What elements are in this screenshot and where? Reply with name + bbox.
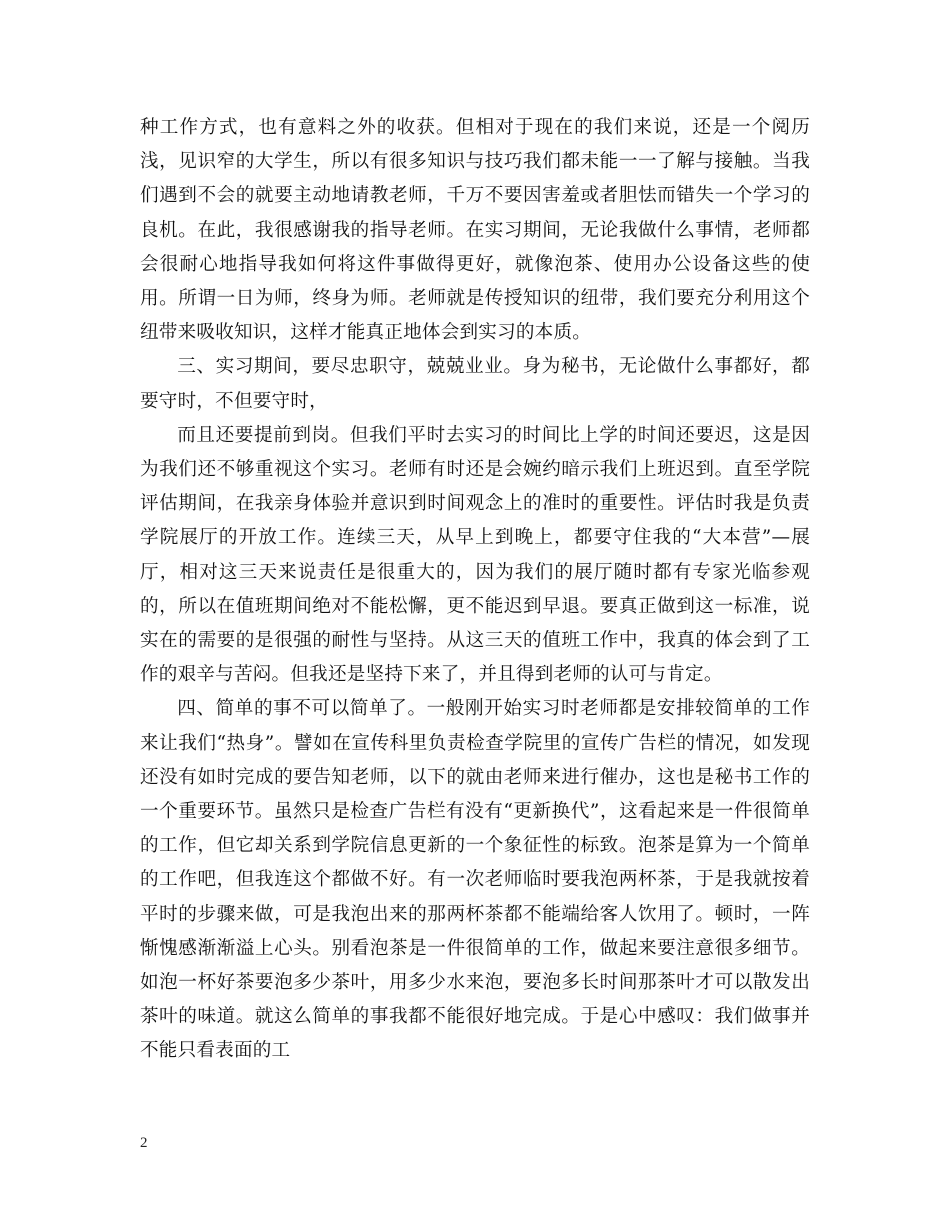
paragraph-section-three: 三、实习期间，要尽忠职守，兢兢业业。身为秘书，无论做什么事都好，都要守时，不但要守时， — [140, 356, 810, 412]
document-body — [140, 111, 810, 1069]
page-number: 2 — [140, 1135, 148, 1151]
paragraph-continuation: 种工作方式，也有意料之外的收获。但相对于现在的我们来说，还是一个阅历浅，见识窄的大学生，所以有很多知识与技巧我们都未能一一了解与接触。当我们遇到不会的就要主动地请教老师，千万不要因害羞或者胆怯而错失一个学习的良机。在此，我很感谢我的指导老师。在实习期间，无论我做什么事情，老师都会很耐心地指导我如何将这件事做得更好，就像泡茶、使用办公设备这些的使用。所谓一日为师，终身为师。老师就是传授知识的纽带，我们要充分利用这个纽带来吸收知识，这样才能真正地体会到实习的本质。 — [140, 117, 810, 344]
paragraph-punctuality: 而且还要提前到岗。但我们平时去实习的时间比上学的时间还要迟，这是因为我们还不够重视这个实习。老师有时还是会婉约暗示我们上班迟到。直至学院评估期间，在我亲身体验并意识到时间观念上的准时的重要性。评估时我是负责学院展厅的开放工作。连续三天，从早上到晚上，都要守住我的“大本营”—展厅，相对这三天来说责任是很重大的，因为我们的展厅随时都有专家光临参观的，所以在值班期间绝对不能松懈，更不能迟到早退。要真正做到这一标准，说实在的需要的是很强的耐性与坚持。从这三天的值班工作中，我真的体会到了工作的艰辛与苦闷。但我还是坚持下来了，并且得到老师的认可与肯定。 — [140, 424, 810, 686]
paragraph-section-four: 四、简单的事不可以简单了。一般刚开始实习时老师都是安排较简单的工作来让我们“热身”。譬如在宣传科里负责检查学院里的宣传广告栏的情况，如发现还没有如时完成的要告知老师，以下的就由老师来进行催办，这也是秘书工作的一个重要环节。虽然只是检查广告栏有没有“更新换代”，这看起来是一件很简单的工作，但它却关系到学院信息更新的一个象征性的标致。泡茶是算为一个简单的工作吧，但我连这个都做不好。有一次老师临时要我泡两杯茶，于是我就按着平时的步骤来做，可是我泡出来的那两杯茶都不能端给客人饮用了。顿时，一阵惭愧感渐渐溢上心头。别看泡茶是一件很简单的工作，做起来要注意很多细节。如泡一杯好茶要泡多少茶叶，用多少水来泡，要泡多长时间那茶叶才可以散发出茶叶的味道。就这么简单的事我都不能很好地完成。于是心中感叹：我们做事并不能只看表面的工 — [140, 698, 810, 1062]
